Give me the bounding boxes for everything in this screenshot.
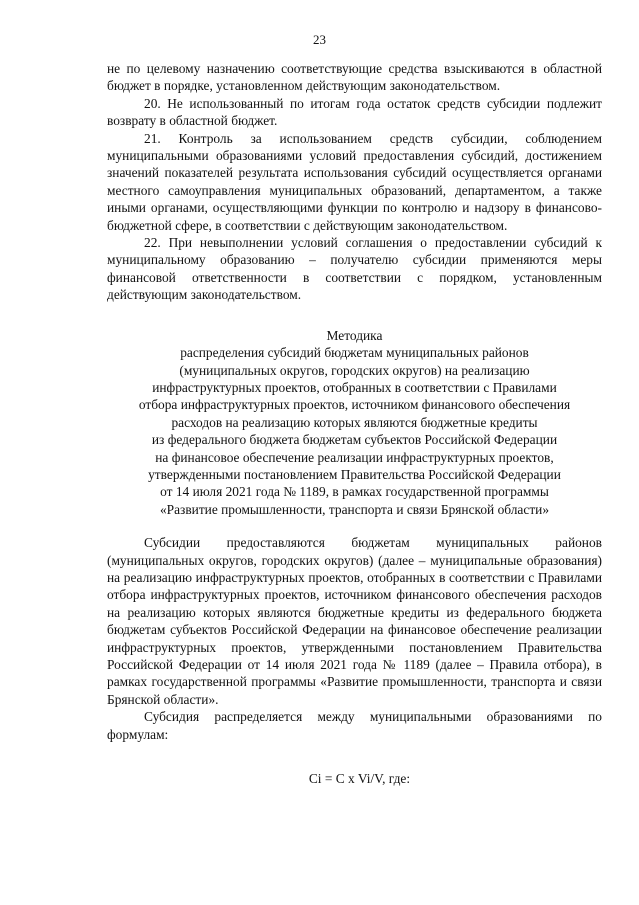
- methodology-title: [107, 327, 602, 518]
- methodology-title-line: отбора инфраструктурных проектов, источником финансового обеспечения: [138, 397, 571, 413]
- methodology-title-line: расходов на реализацию которых являются бюджетные кредиты: [171, 414, 538, 430]
- paragraph-22: 22. При невыполнении условий соглашения о предоставлении субсидий к муниципальному образованию – получателю субсидии применяются меры финансовой ответственности в соответствии с порядком, установленным действующим законодательством.: [107, 235, 602, 303]
- page-number: 23: [313, 32, 326, 47]
- methodology-title-line: из федерального бюджета бюджетам субъектов Российской Федерации: [151, 432, 558, 448]
- methodology-heading: Методика: [326, 327, 383, 343]
- formula: Ci = C x Vi/V, где:: [308, 771, 411, 787]
- paragraph-subsidies: Субсидии предоставляются бюджетам муниципальных районов (муниципальных округов, городских округов) (далее – муниципальные образования) на реализацию инфраструктурных проектов, отобранных в соответствии с Правилами отбора инфраструктурных проектов, источником финансового обеспечения расходов на реализацию которых являются бюджетные кредиты из федерального бюджета бюджетам субъектов Российской Федерации на финансовое обеспечение реализации инфраструктурных проектов, утвержденными постановлением Правительства Российской Федерации от 14 июля 2021 года № 1189 (далее – Правила отбора), в рамках государственной программы «Развитие промышленности, транспорта и связи Брянской области».: [107, 535, 602, 707]
- methodology-title-line: от 14 июля 2021 года № 1189, в рамках государственной программы: [160, 484, 549, 500]
- paragraph-continuation: не по целевому назначению соответствующие средства взыскиваются в областной бюджет в порядке, установленном действующим законодательством.: [107, 61, 602, 94]
- paragraph-20: 20. Не использованный по итогам года остаток средств субсидии подлежит возврату в областной бюджет.: [107, 95, 602, 129]
- methodology-title-line: распределения субсидий бюджетам муниципальных районов: [180, 345, 529, 361]
- methodology-title-line: (муниципальных округов, городских округов) на реализацию: [179, 362, 530, 378]
- methodology-title-line: «Развитие промышленности, транспорта и связи Брянской области»: [159, 501, 550, 517]
- paragraph-distribution: Субсидия распределяется между муниципальными образованиями по формулам:: [107, 709, 602, 742]
- document-body: [107, 60, 602, 787]
- paragraph-21: 21. Контроль за использованием средств субсидии, соблюдением муниципальными образованиями условий предоставления субсидий, достижением значений показателей результата использования субсидий осуществляется органами местного самоуправления муниципальных образований, департаментом, а также иными органами, осуществляющими функции по контролю и надзору в финансово-бюджетной сфере, в соответствии с действующим законодательством.: [107, 130, 602, 233]
- methodology-title-line: утвержденными постановлением Правительства Российской Федерации: [148, 466, 561, 482]
- methodology-title-line: на финансовое обеспечение реализации инфраструктурных проектов,: [155, 449, 554, 465]
- methodology-title-line: инфраструктурных проектов, отобранных в соответствии с Правилами: [152, 379, 557, 395]
